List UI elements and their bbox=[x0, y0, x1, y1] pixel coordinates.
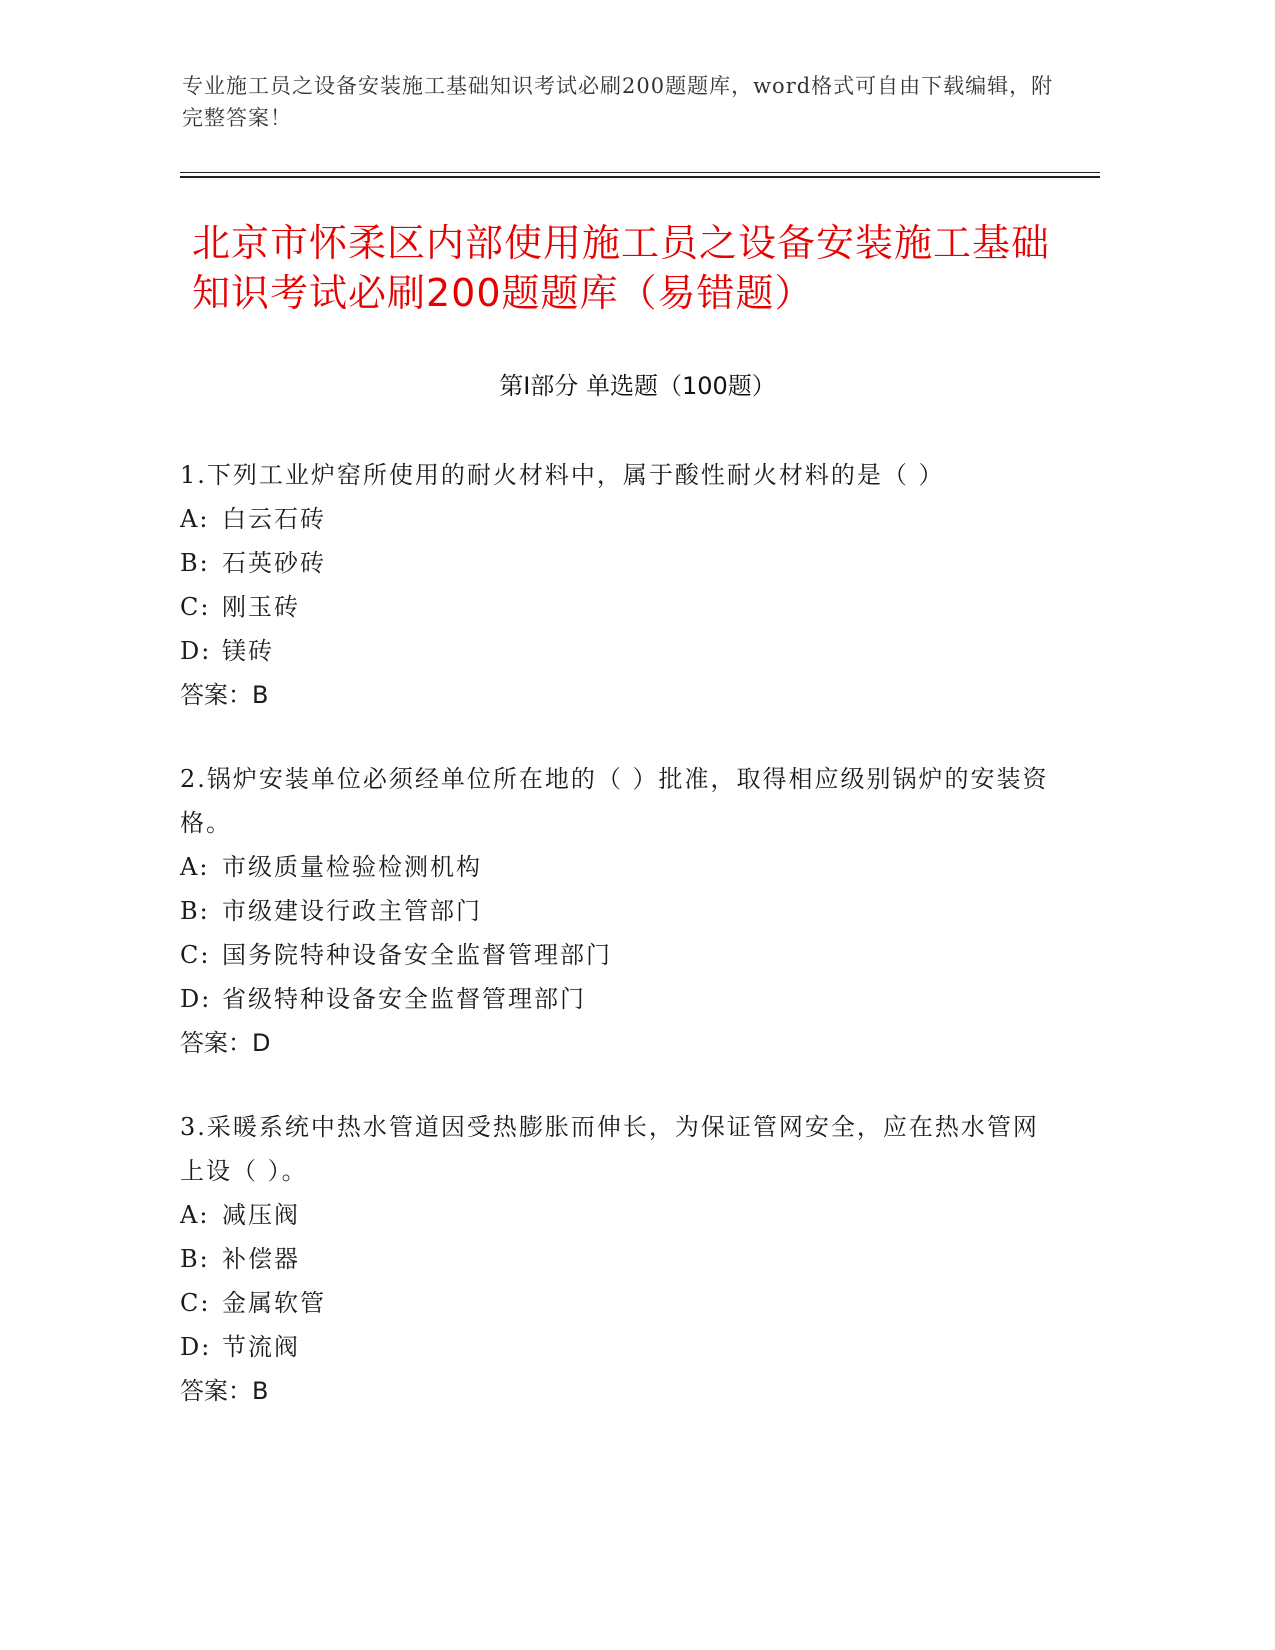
option-key: D: bbox=[180, 1333, 212, 1361]
option-key: B: bbox=[180, 1245, 210, 1273]
option-text: 补偿器 bbox=[222, 1245, 300, 1273]
option-a bbox=[180, 845, 1060, 889]
option-c bbox=[180, 585, 1060, 629]
option-text: 刚玉砖 bbox=[222, 593, 300, 621]
option-text: 白云石砖 bbox=[222, 505, 326, 533]
option-text: 市级建设行政主管部门 bbox=[222, 897, 482, 925]
option-b bbox=[180, 889, 1060, 933]
option-key: D: bbox=[180, 985, 212, 1013]
option-text: 减压阀 bbox=[222, 1201, 300, 1229]
header-divider-thin bbox=[180, 172, 1100, 173]
section-heading: 第Ⅰ部分 单选题（100题） bbox=[499, 372, 776, 400]
question-stem: 3.采暖系统中热水管道因受热膨胀而伸长，为保证管网安全，应在热水管网上设（ ）。 bbox=[180, 1113, 1039, 1185]
option-key: D: bbox=[180, 637, 212, 665]
question-block bbox=[180, 1105, 1060, 1413]
question-stem: 2.锅炉安装单位必须经单位所在地的（ ）批准，取得相应级别锅炉的安装资格。 bbox=[180, 765, 1049, 837]
question-block bbox=[180, 453, 1060, 717]
answer-line: 答案：B bbox=[180, 681, 269, 709]
option-key: B: bbox=[180, 897, 210, 925]
option-key: A: bbox=[180, 505, 210, 533]
document-title: 北京市怀柔区内部使用施工员之设备安装施工基础知识考试必刷200题题库（易错题） bbox=[192, 221, 1051, 315]
option-key: B: bbox=[180, 549, 210, 577]
question-block bbox=[180, 757, 1060, 1065]
option-text: 节流阀 bbox=[222, 1333, 300, 1361]
option-c bbox=[180, 933, 1060, 977]
option-text: 石英砂砖 bbox=[222, 549, 326, 577]
option-a bbox=[180, 1193, 1060, 1237]
option-key: A: bbox=[180, 853, 210, 881]
option-key: C: bbox=[180, 941, 211, 969]
option-key: A: bbox=[180, 1201, 210, 1229]
option-key: C: bbox=[180, 593, 211, 621]
option-text: 省级特种设备安全监督管理部门 bbox=[222, 985, 586, 1013]
header-note: 专业施工员之设备安装施工基础知识考试必刷200题题库，word格式可自由下载编辑，附完整答案！ bbox=[182, 74, 1054, 130]
answer-line: 答案：D bbox=[180, 1029, 271, 1057]
header-divider-thick bbox=[180, 176, 1100, 178]
option-text: 镁砖 bbox=[222, 637, 274, 665]
answer-line: 答案：B bbox=[180, 1377, 269, 1405]
option-d bbox=[180, 1325, 1060, 1369]
question-stem: 1.下列工业炉窑所使用的耐火材料中，属于酸性耐火材料的是（ ） bbox=[180, 461, 945, 489]
option-c bbox=[180, 1281, 1060, 1325]
option-a bbox=[180, 497, 1060, 541]
option-text: 国务院特种设备安全监督管理部门 bbox=[222, 941, 612, 969]
option-b bbox=[180, 1237, 1060, 1281]
option-key: C: bbox=[180, 1289, 211, 1317]
option-text: 市级质量检验检测机构 bbox=[222, 853, 482, 881]
option-text: 金属软管 bbox=[222, 1289, 326, 1317]
option-b bbox=[180, 541, 1060, 585]
option-d bbox=[180, 629, 1060, 673]
option-d bbox=[180, 977, 1060, 1021]
